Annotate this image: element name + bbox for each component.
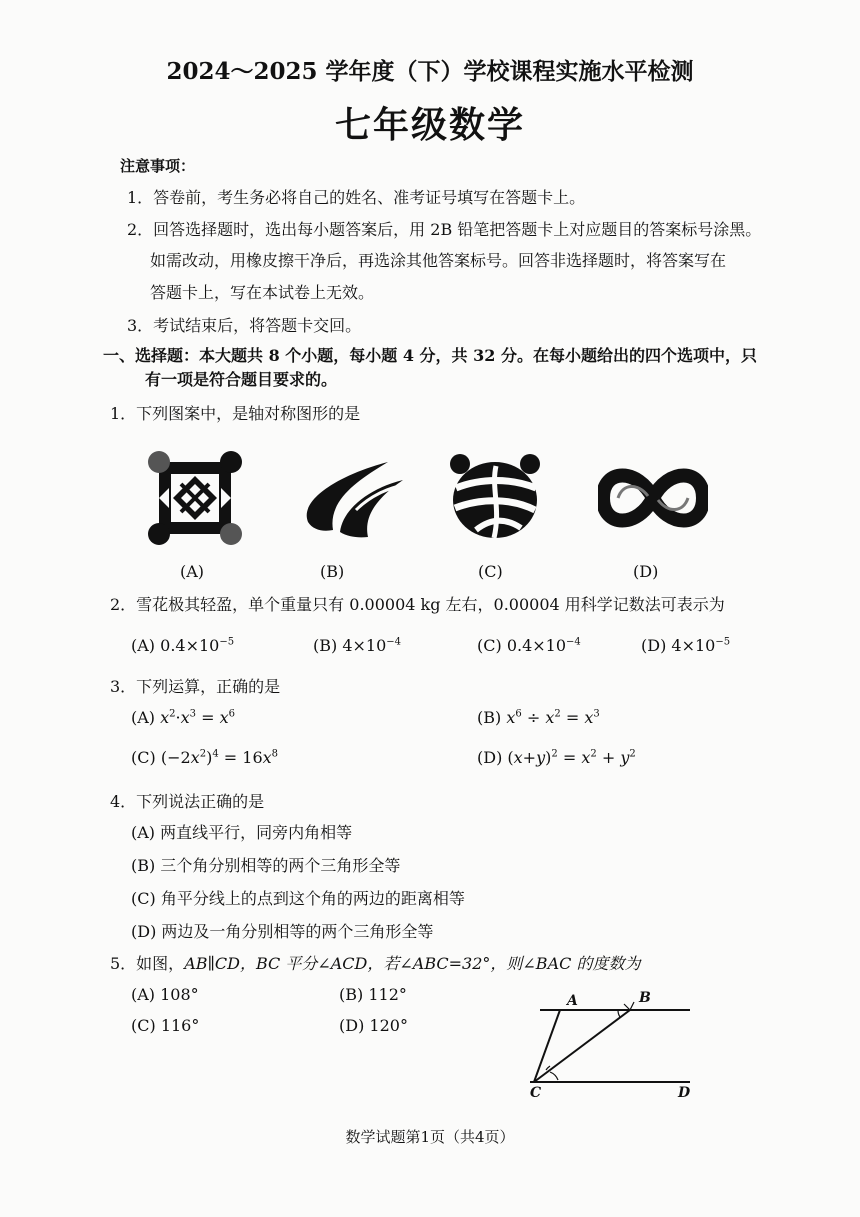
q5-point-a: A [567, 993, 578, 1009]
q3-option-b: (B) $x^6 \div x^2 = x^3$ [477, 708, 600, 727]
notice-item-3: 3．考试结束后，将答题卡交回。 [127, 316, 362, 335]
q1-figure-a [145, 448, 245, 548]
q5-point-c: C [530, 1085, 542, 1101]
q3-option-a: (A) $x^2\cdot x^3 = x^6$ [131, 708, 236, 727]
q5-option-a: (A) 108° [131, 985, 199, 1004]
q2-option-c: (C) $0.4\times 10^{-4}$ [477, 636, 581, 655]
q2-option-b: (B) $4\times 10^{-4}$ [313, 636, 402, 655]
q3-stem: 3．下列运算，正确的是 [110, 677, 281, 696]
q1-figure-d [598, 458, 708, 536]
q5-geometry-figure [520, 1000, 700, 1105]
q2-option-a: (A) $0.4\times 10^{-5}$ [131, 636, 235, 655]
q3-option-d: (D) $(x+y)^2 = x^2 + y^2$ [477, 748, 636, 767]
q1-label-d: (D) [633, 562, 659, 581]
q1-label-a: (A) [180, 562, 205, 581]
q5-option-d: (D) 120° [339, 1016, 408, 1035]
notice-item-2: 2．回答选择题时，选出每小题答案后，用 2B 铅笔把答题卡上对应题目的答案标号涂黑。 [127, 220, 762, 239]
q1-figure-b [288, 452, 408, 544]
subject-title: 七年级数学 [334, 104, 525, 146]
q5-option-c: (C) 116° [131, 1016, 200, 1035]
notice-item-2-cont: 如需改动，用橡皮擦干净后，再选涂其他答案标号。回答非选择题时，将答案写在 [150, 251, 727, 270]
q4-stem: 4．下列说法正确的是 [110, 792, 265, 811]
q4-option-a: (A) 两直线平行，同旁内角相等 [131, 823, 353, 842]
q2-stem: 2．雪花极其轻盈，单个重量只有 0.00004 kg 左右，0.00004 用科学记数法可表示为 [110, 595, 725, 614]
q4-option-d: (D) 两边及一角分别相等的两个三角形全等 [131, 922, 434, 941]
q5-point-b: B [639, 990, 651, 1006]
q3-option-c: (C) $(-2x^2)^4 = 16x^8$ [131, 748, 279, 767]
q4-option-c: (C) 角平分线上的点到这个角的两边的距离相等 [131, 889, 465, 908]
notice-item-2-cont2: 答题卡上，写在本试卷上无效。 [150, 283, 375, 302]
q5-point-d: D [678, 1085, 691, 1101]
notice-item-1: 1．答卷前，考生务必将自己的姓名、准考证号填写在答题卡上。 [127, 188, 586, 207]
q5-option-b: (B) 112° [339, 985, 407, 1004]
q1-label-c: (C) [478, 562, 503, 581]
q2-option-d: (D) $4\times 10^{-5}$ [641, 636, 731, 655]
q5-stem: 5．如图，AB∥CD，BC 平分∠ACD，若∠ABC=32°，则∠BAC 的度数为 [110, 954, 641, 973]
notice-heading: 注意事项： [120, 157, 196, 175]
q1-label-b: (B) [320, 562, 345, 581]
section1-line1: 一、选择题：本大题共 8 个小题，每小题 4 分，共 32 分。在每小题给出的四个选项中，只 [103, 346, 757, 365]
exam-title: 2024～2025 学年度（下）学校课程实施水平检测 [166, 58, 694, 85]
q1-figure-c [446, 448, 544, 546]
q1-stem: 1．下列图案中，是轴对称图形的是 [110, 404, 361, 423]
section1-line2: 有一项是符合题目要求的。 [145, 370, 338, 389]
page-footer: 数学试题第1页（共4页） [345, 1128, 515, 1146]
q4-option-b: (B) 三个角分别相等的两个三角形全等 [131, 856, 401, 875]
